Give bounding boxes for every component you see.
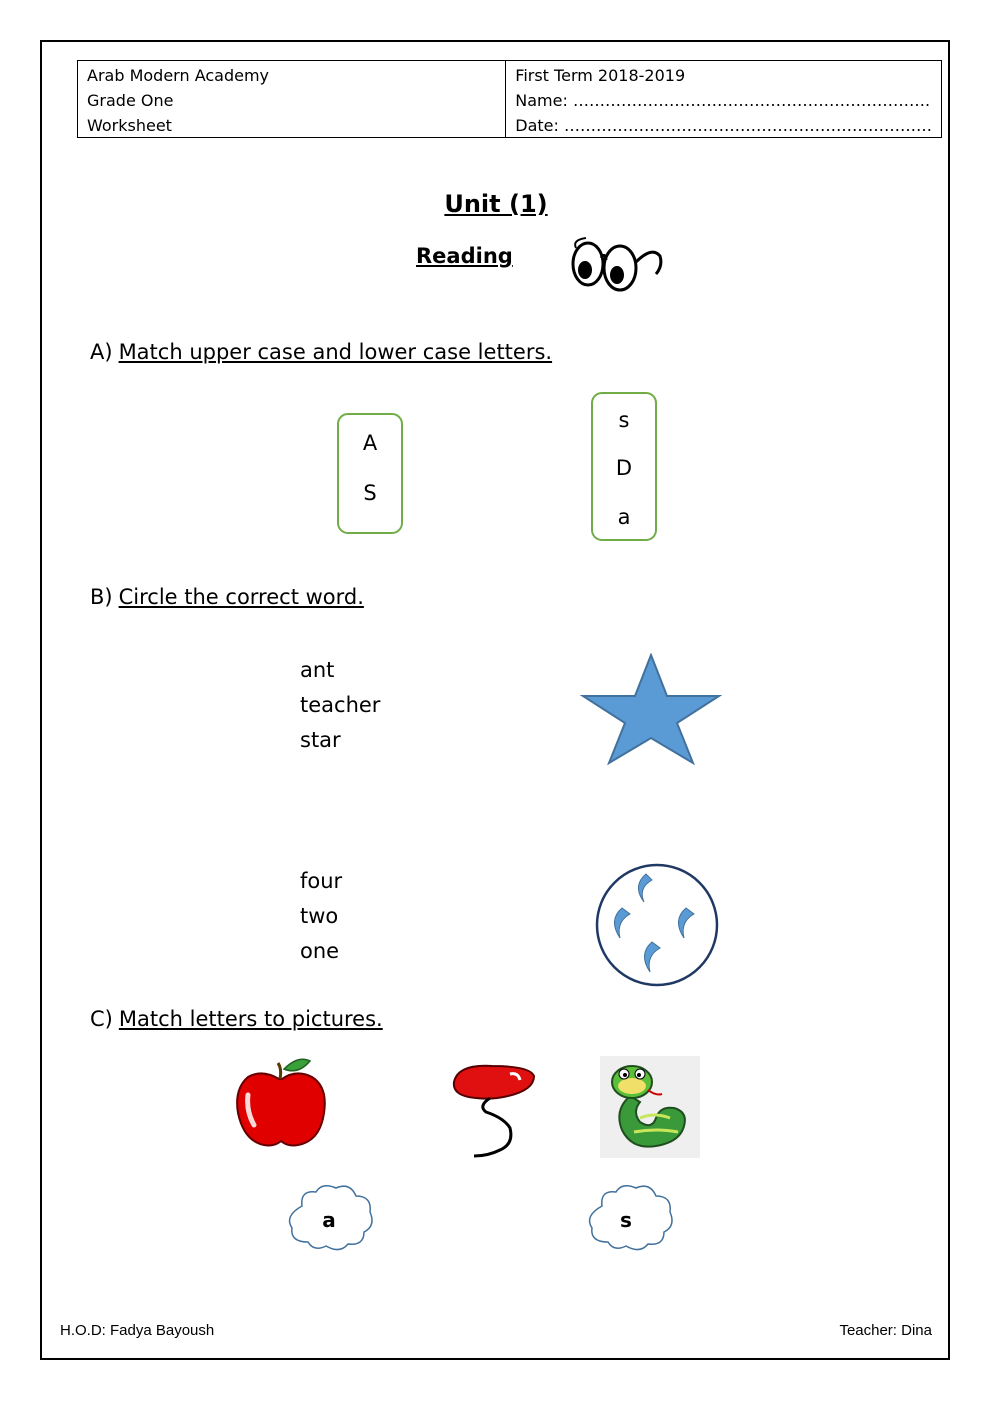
- doc-type: Worksheet: [87, 116, 172, 135]
- moons-icon: [594, 862, 720, 988]
- uppercase-box: [337, 413, 403, 534]
- word-option[interactable]: one: [300, 939, 340, 963]
- balloon-icon: [448, 1060, 538, 1160]
- word-option[interactable]: four: [300, 869, 343, 893]
- page-border: [40, 40, 950, 1360]
- name-field: Name: ………………………………………………………….: [515, 91, 931, 110]
- header-table: [77, 60, 942, 138]
- box-letter: S: [363, 481, 377, 505]
- word-option[interactable]: star: [300, 728, 341, 752]
- word-option[interactable]: ant: [300, 658, 335, 682]
- section-title: Reading: [416, 244, 513, 268]
- glasses-icon: [568, 230, 668, 298]
- footer-hod: H.O.D: Fadya Bayoush: [60, 1322, 215, 1339]
- unit-title: Unit (1): [444, 190, 548, 218]
- box-letter: a: [617, 505, 631, 529]
- section-c-heading: C) Match letters to pictures.: [90, 1007, 383, 1031]
- apple-icon: [232, 1055, 330, 1150]
- school-name: Arab Modern Academy: [87, 66, 270, 85]
- term: First Term 2018-2019: [515, 66, 686, 85]
- snake-icon: [600, 1056, 700, 1158]
- cloud-letter: s: [620, 1208, 632, 1232]
- date-field: Date: ……………………………………………………………: [515, 116, 932, 135]
- footer-teacher: Teacher: Dina: [839, 1322, 932, 1339]
- header-right: [505, 61, 941, 137]
- section-b-heading: B) Circle the correct word.: [90, 585, 364, 609]
- box-letter: A: [362, 431, 378, 455]
- word-option[interactable]: teacher: [300, 693, 381, 717]
- star-icon: [580, 653, 722, 765]
- cloud-letter: a: [322, 1208, 336, 1232]
- box-letter: s: [618, 408, 630, 432]
- lowercase-box: [591, 392, 657, 541]
- header-left: [78, 61, 505, 137]
- section-a-heading: A) Match upper case and lower case letters.: [90, 340, 553, 364]
- word-option[interactable]: two: [300, 904, 339, 928]
- box-letter: D: [615, 456, 633, 480]
- grade: Grade One: [87, 91, 174, 110]
